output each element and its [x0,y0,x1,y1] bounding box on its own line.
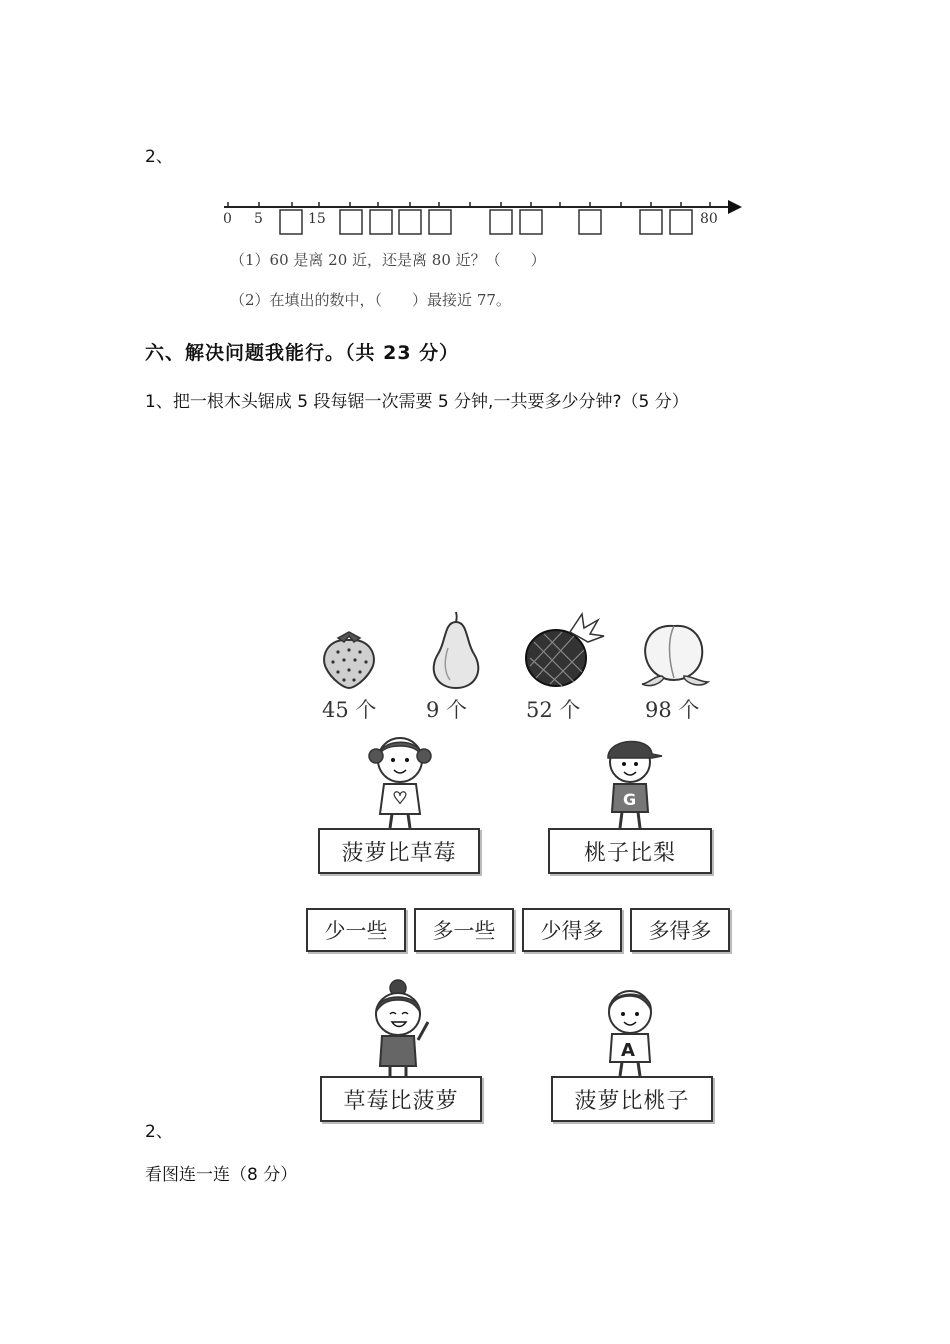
answer-box [490,210,512,234]
option-more: 多一些 [414,908,514,952]
answer-box [429,210,451,234]
section-title: 六、解决问题我能行。（共 23 分） [145,342,460,364]
answer-box [640,210,662,234]
answer-box [579,210,601,234]
option-much-less: 少得多 [522,908,622,952]
option-less: 少一些 [306,908,406,952]
problem-2-text: 看图连一连（8 分） [145,1165,298,1185]
tick-label-15: 15 [308,211,326,227]
pineapple-count: 52 个 [526,698,581,722]
answer-box [399,210,421,234]
peach-icon [638,618,710,688]
pear-icon [426,608,486,690]
question-number: 2、 [145,147,173,167]
svg-text:G: G [623,790,637,809]
number-line [210,170,750,240]
answer-box [520,210,542,234]
tick-label-80: 80 [700,211,718,227]
pear-count: 9 个 [426,698,468,722]
answer-box [370,210,392,234]
tick-label-5: 5 [254,211,263,227]
problem-2-number: 2、 [145,1122,173,1142]
arrow-icon [728,200,742,214]
strawberry-count: 45 个 [322,698,377,722]
option-much-more: 多得多 [630,908,730,952]
statement-bottom-left: 草莓比菠萝 [320,1076,482,1122]
pineapple-icon [522,612,606,688]
answer-box [670,210,692,234]
boy-with-letter-a-icon [596,982,666,1078]
girl-icon [362,728,442,830]
strawberry-icon [318,628,380,690]
problem-1-text: 1、把一根木头锯成 5 段每锯一次需要 5 分钟,一共要多少分钟?（5 分） [145,392,689,412]
tick-label-0: 0 [223,211,232,227]
answer-box [280,210,302,234]
sub-question-1: （1）60 是离 20 近，还是离 80 近？（ ） [230,251,546,269]
sub-question-2: （2）在填出的数中，（ ）最接近 77。 [230,291,511,309]
peach-count: 98 个 [645,698,700,722]
answer-box [340,210,362,234]
statement-bottom-right: 菠萝比桃子 [551,1076,713,1122]
svg-text:A: A [621,1040,635,1061]
statement-top-left: 菠萝比草莓 [318,828,480,874]
statement-top-right: 桃子比梨 [548,828,712,874]
girl-with-bun-icon [362,978,442,1078]
boy-with-cap-icon [596,732,666,830]
